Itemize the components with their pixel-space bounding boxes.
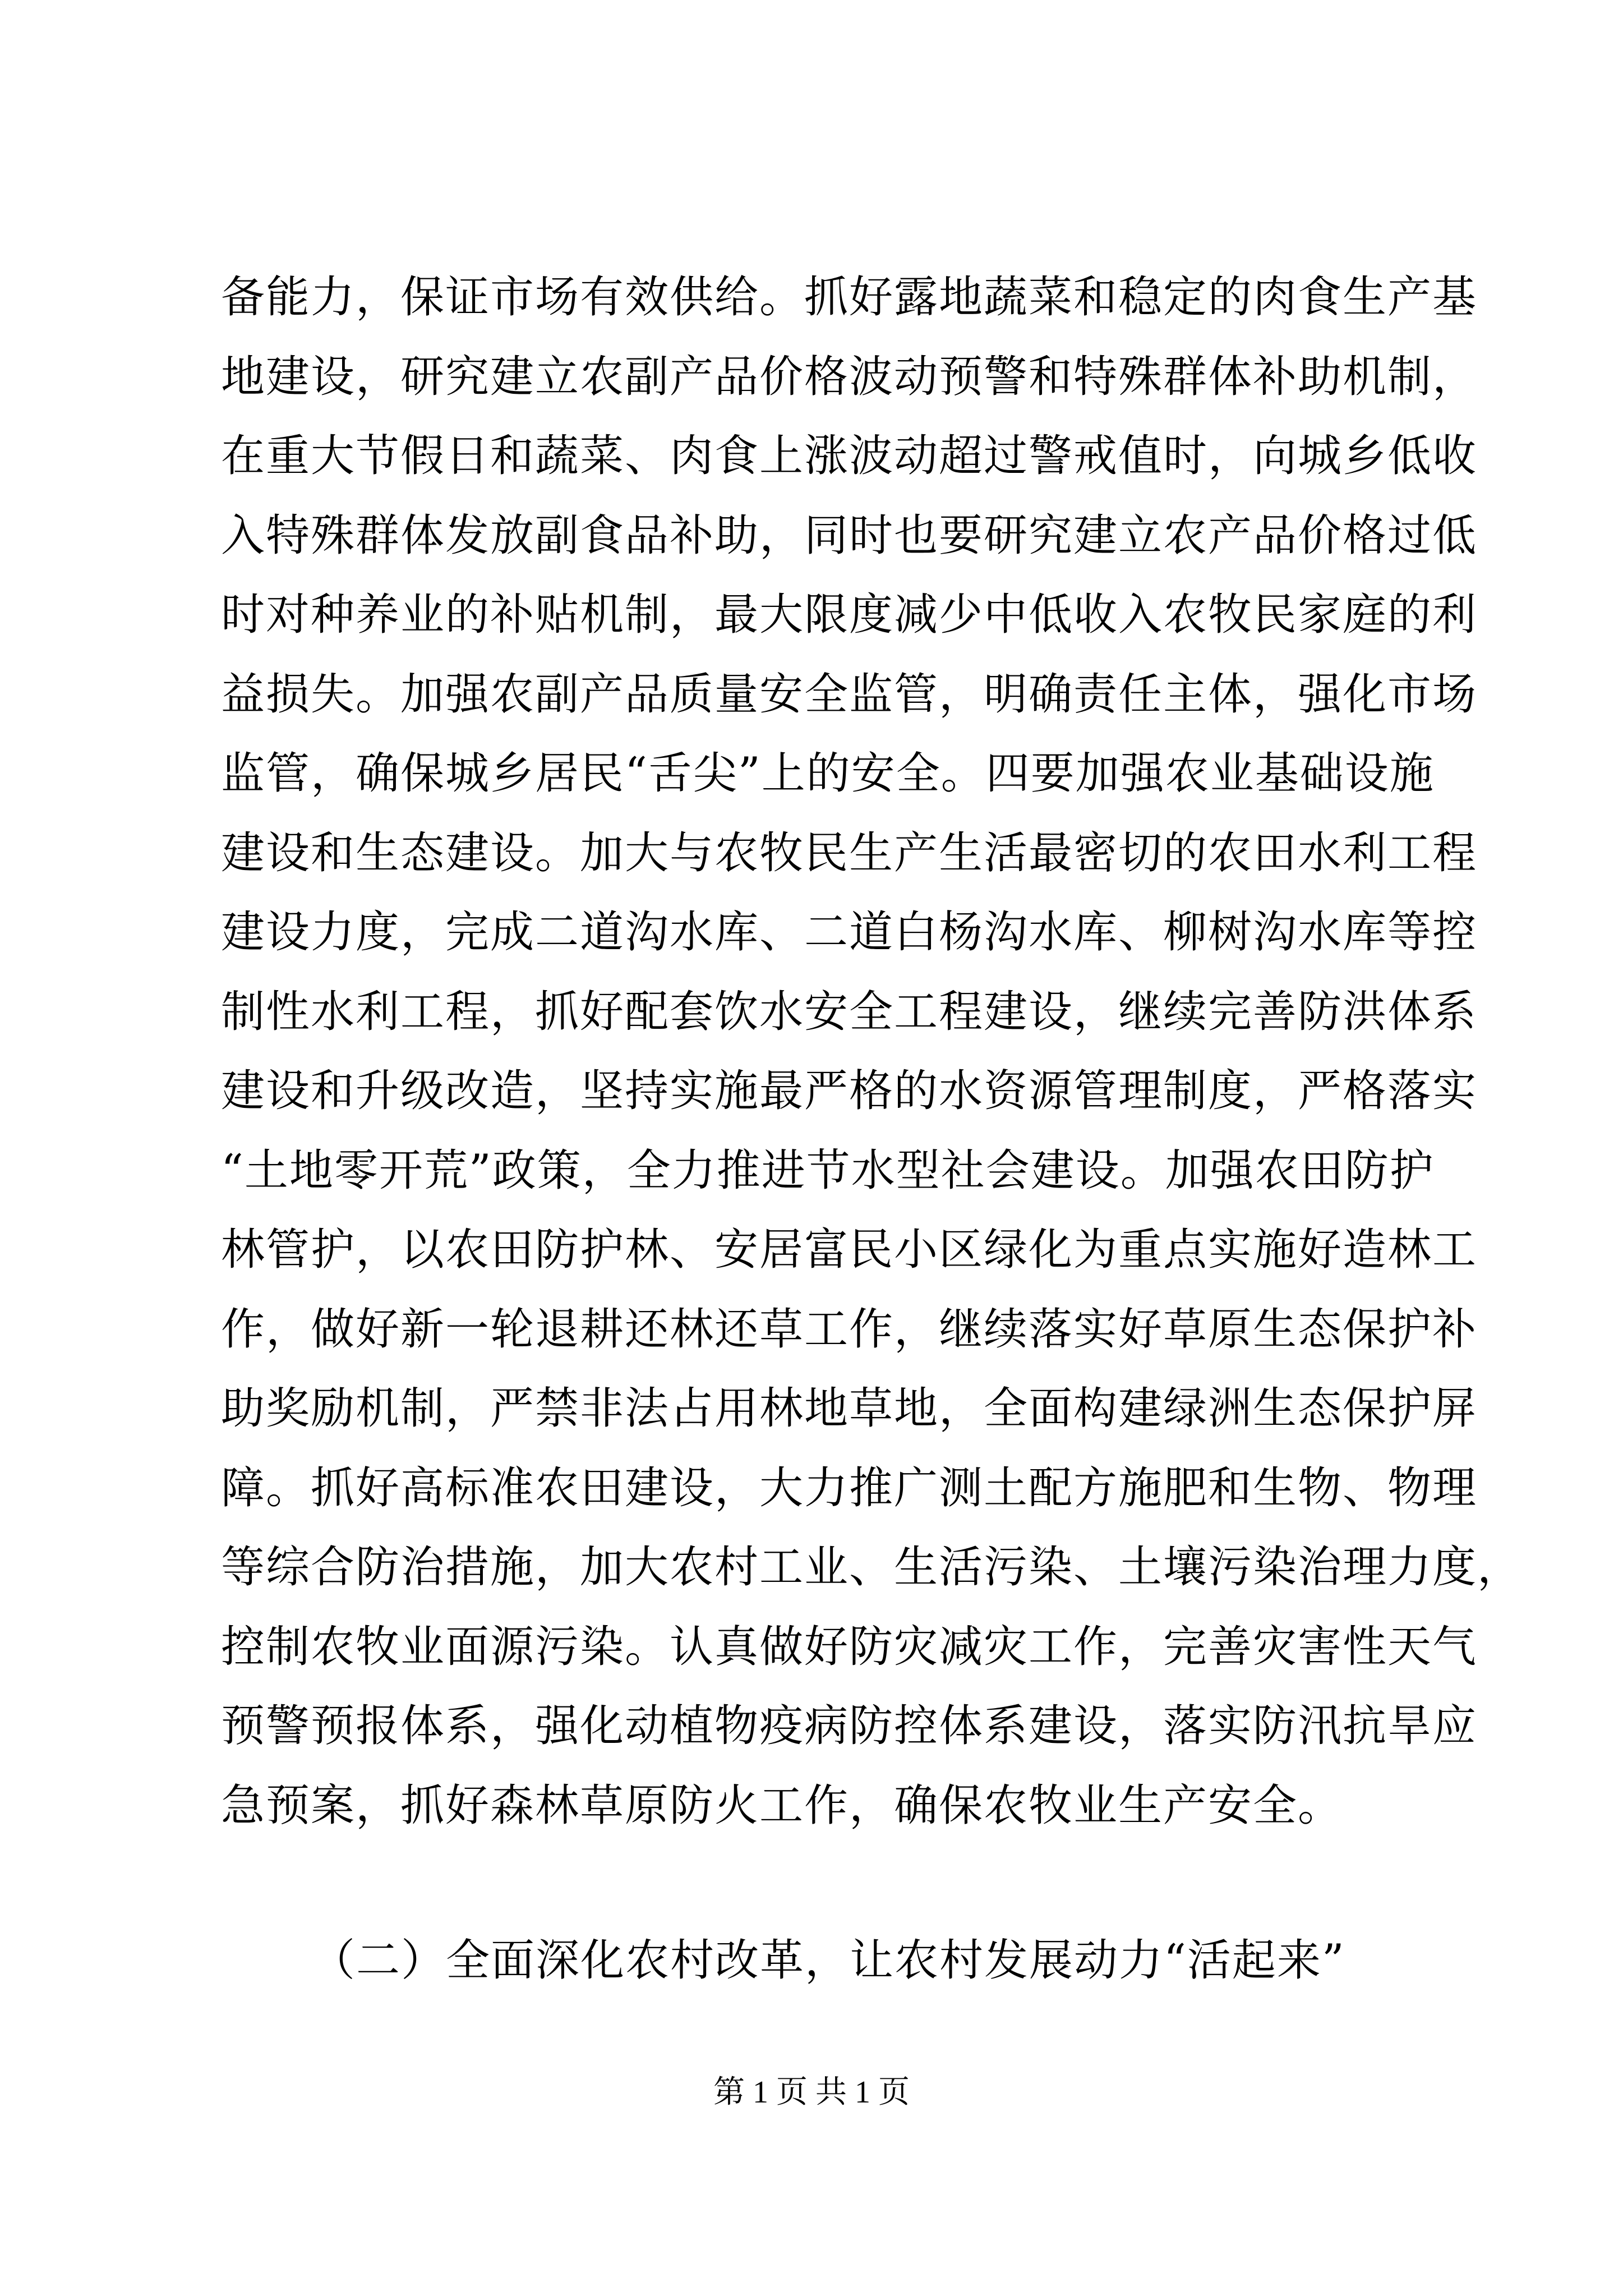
body-paragraph — [221, 258, 1523, 1846]
paragraph-line: 建设和升级改造，坚持实施最严格的水资源管理制度，严格落实 — [221, 1066, 1478, 1116]
paragraph-line: 预警预报体系，强化动植物疫病防控体系建设，落实防汛抗旱应 — [221, 1701, 1478, 1751]
paragraph-line: “土地零开荒”政策，全力推进节水型社会建设。加强农田防护 — [221, 1145, 1435, 1196]
paragraph-line: 助奖励机制，严禁非法占用林地草地，全面构建绿洲生态保护屏 — [221, 1383, 1478, 1434]
paragraph-line: 入特殊群体发放副食品补助，同时也要研究建立农产品价格过低 — [221, 510, 1478, 561]
paragraph-line: 益损失。加强农副产品质量安全监管，明确责任主体，强化市场 — [221, 669, 1478, 720]
section-subheading: （二）全面深化农村改革，让农村发展动力“活起来” — [311, 1935, 1345, 1986]
paragraph-line: 制性水利工程，抓好配套饮水安全工程建设，继续完善防洪体系 — [221, 986, 1478, 1037]
paragraph-line: 急预案，抓好森林草原防火工作，确保农牧业生产安全。 — [221, 1780, 1343, 1831]
paragraph-line: 林管护，以农田防护林、安居富民小区绿化为重点实施好造林工 — [221, 1225, 1478, 1275]
paragraph-line: 建设力度，完成二道沟水库、二道白杨沟水库、柳树沟水库等控 — [221, 907, 1478, 958]
paragraph-line: 地建设，研究建立农副产品价格波动预警和特殊群体补助机制， — [221, 351, 1478, 402]
page-number-footer: 第 1 页 共 1 页 — [713, 2075, 910, 2110]
paragraph-line: 作，做好新一轮退耕还林还草工作，继续落实好草原生态保护补 — [221, 1304, 1478, 1355]
paragraph-line: 建设和生态建设。加大与农牧民生产生活最密切的农田水利工程 — [221, 827, 1478, 878]
paragraph-line: 在重大节假日和蔬菜、肉食上涨波动超过警戒值时，向城乡低收 — [221, 431, 1478, 481]
paragraph-line: 障。抓好高标准农田建设，大力推广测土配方施肥和生物、物理 — [221, 1462, 1478, 1513]
paragraph-line: 等综合防治措施，加大农村工业、生活污染、土壤污染治理力度， — [221, 1542, 1523, 1593]
paragraph-line: 备能力，保证市场有效供给。抓好露地蔬菜和稳定的肉食生产基 — [221, 272, 1478, 323]
paragraph-line: 控制农牧业面源污染。认真做好防灾减灾工作，完善灾害性天气 — [221, 1621, 1478, 1672]
paragraph-line: 监管，确保城乡居民“舌尖”上的安全。四要加强农业基础设施 — [221, 748, 1435, 799]
paragraph-line: 时对种养业的补贴机制，最大限度减少中低收入农牧民家庭的利 — [221, 590, 1478, 640]
